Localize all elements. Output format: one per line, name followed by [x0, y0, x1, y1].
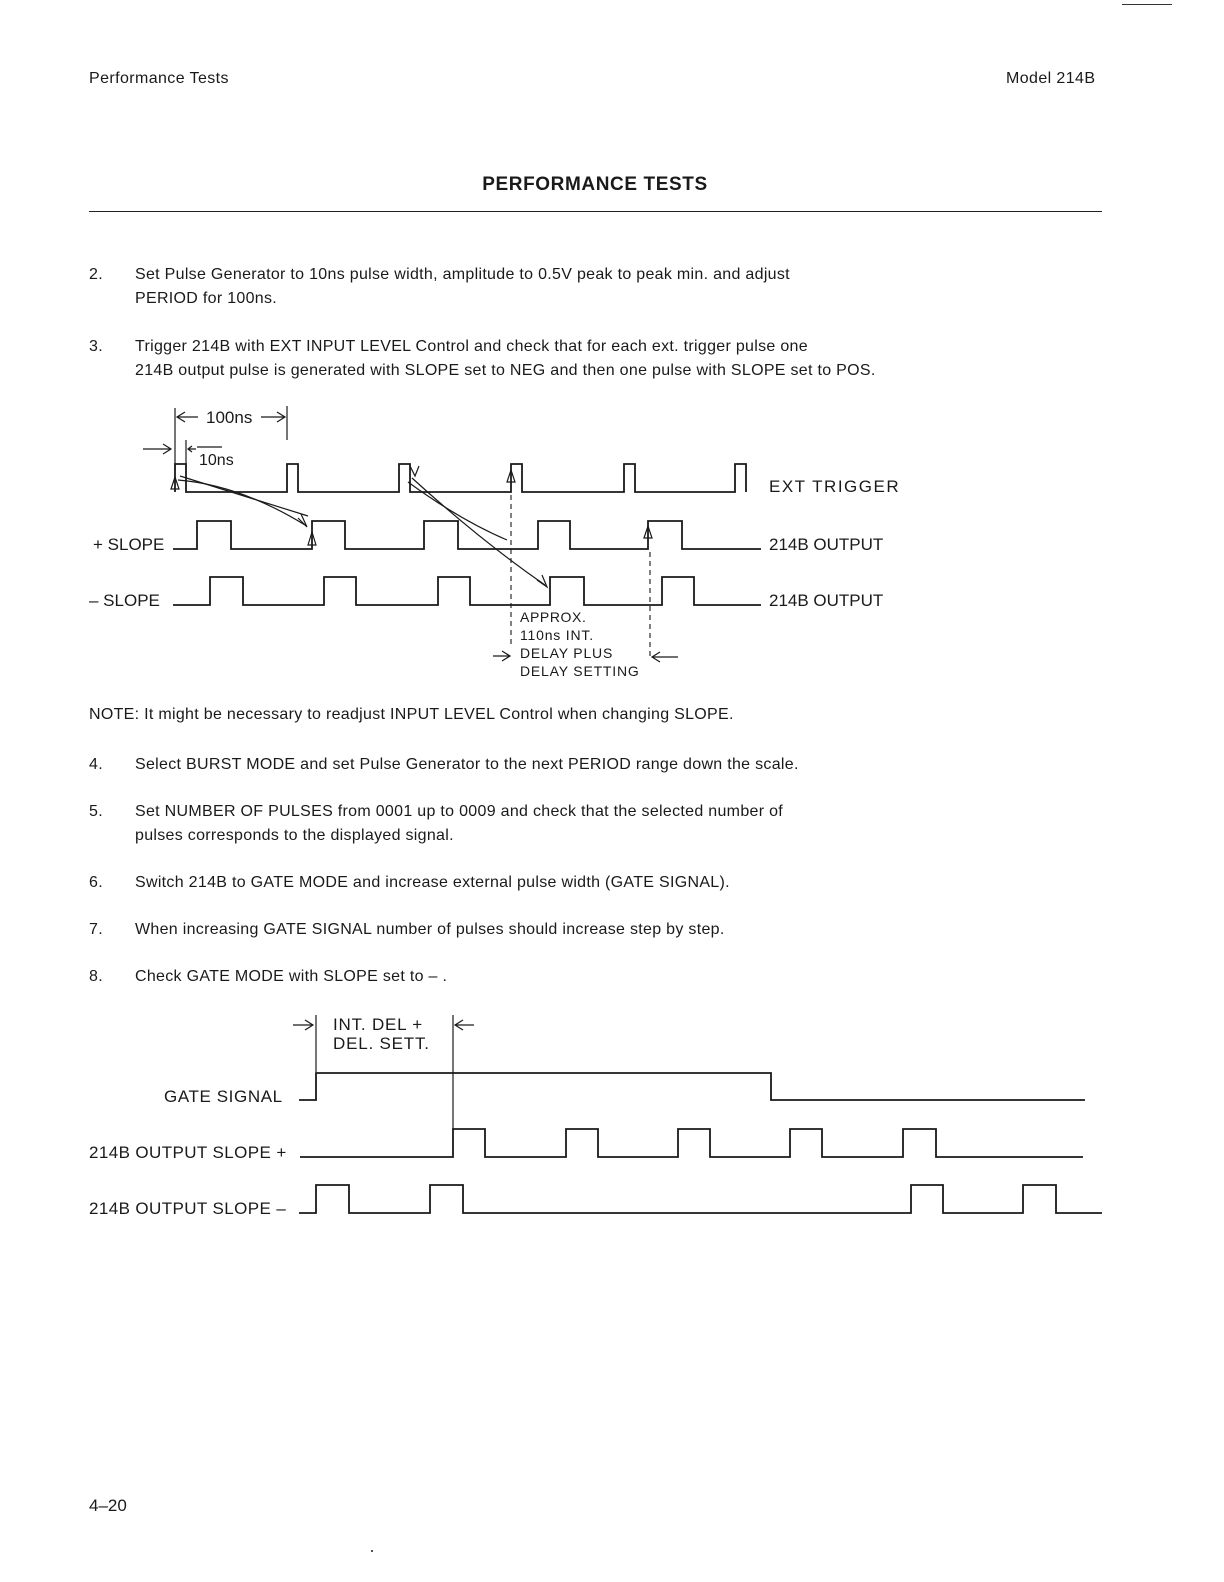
arrow-right-icon: [261, 412, 285, 422]
title-rule: [89, 211, 1102, 212]
output-minus-waveform: [299, 1185, 1102, 1213]
delay-note-line: 110ns INT.: [520, 627, 594, 643]
trigger-arrow-1b: [180, 476, 308, 516]
minus-slope-label: – SLOPE: [89, 591, 160, 610]
corner-mark: [1122, 4, 1172, 5]
output-plus-waveform: [300, 1129, 1083, 1157]
gate-signal-waveform: [299, 1073, 1085, 1100]
page-number: 4–20: [89, 1496, 127, 1515]
trigger-timing-diagram: [0, 395, 1224, 690]
period-label: 100ns: [206, 408, 253, 427]
step-line: Switch 214B to GATE MODE and increase external pulse width (GATE SIGNAL).: [135, 874, 730, 891]
step-line: 214B output pulse is generated with SLOPE set to NEG and then one pulse with SLOPE set to POS.: [135, 362, 876, 379]
note-text: NOTE: It might be necessary to readjust INPUT LEVEL Control when changing SLOPE.: [89, 706, 734, 723]
step-number: 8.: [89, 968, 103, 985]
arrow-left-icon: [652, 652, 678, 662]
minus-slope-waveform: [173, 577, 761, 605]
step-line: pulses corresponds to the displayed signal.: [135, 827, 454, 844]
arrow-head-icon: [410, 466, 419, 476]
arrow-right-icon: [143, 444, 171, 454]
delay-note-line: APPROX.: [520, 609, 587, 625]
arrow-left-icon: [177, 412, 198, 422]
trigger-arrow-2: [412, 478, 545, 585]
step-line: Select BURST MODE and set Pulse Generator to the next PERIOD range down the scale.: [135, 756, 799, 773]
step-number: 4.: [89, 756, 103, 773]
step-line: Set Pulse Generator to 10ns pulse width, amplitude to 0.5V peak to peak min. and adjust: [135, 266, 790, 283]
delay-note-line: DELAY PLUS: [520, 645, 614, 661]
arrow-head-icon: [537, 575, 547, 587]
width-label: 10ns: [199, 452, 234, 469]
gate-mode-timing-diagram: [0, 1005, 1224, 1230]
ext-trigger-waveform: [175, 464, 746, 492]
page-title: PERFORMANCE TESTS: [482, 174, 708, 195]
running-header-right: Model 214B: [1006, 70, 1096, 87]
arrow-right-icon: [293, 1020, 313, 1030]
step-number: 5.: [89, 803, 103, 820]
step-number: 7.: [89, 921, 103, 938]
plus-output-label: 214B OUTPUT: [769, 535, 884, 554]
ext-trigger-label: EXT TRIGGER: [769, 477, 901, 496]
step-line: Trigger 214B with EXT INPUT LEVEL Control and check that for each ext. trigger pulse one: [135, 338, 808, 355]
arrow-left-icon: [455, 1020, 474, 1030]
delay-label-line: DEL. SETT.: [333, 1034, 430, 1053]
arrow-left-icon: [188, 446, 196, 452]
step-number: 3.: [89, 338, 103, 355]
delay-label-line: INT. DEL +: [333, 1015, 424, 1034]
speck: [371, 1550, 373, 1552]
gate-signal-label: GATE SIGNAL: [164, 1087, 283, 1106]
trigger-arrow-1: [178, 480, 305, 525]
plus-slope-label: + SLOPE: [93, 535, 165, 554]
output-plus-label: 214B OUTPUT SLOPE +: [89, 1143, 287, 1162]
step-line: When increasing GATE SIGNAL number of pulses should increase step by step.: [135, 921, 725, 938]
delay-note-line: DELAY SETTING: [520, 663, 640, 679]
minus-output-label: 214B OUTPUT: [769, 591, 884, 610]
step-line: Check GATE MODE with SLOPE set to – .: [135, 968, 448, 985]
arrow-head-icon: [298, 514, 307, 527]
output-minus-label: 214B OUTPUT SLOPE –: [89, 1199, 287, 1218]
arrow-right-icon: [493, 651, 510, 661]
step-line: Set NUMBER OF PULSES from 0001 up to 0009 and check that the selected number of: [135, 803, 784, 820]
step-number: 2.: [89, 266, 103, 283]
step-line: PERIOD for 100ns.: [135, 290, 278, 307]
step-number: 6.: [89, 874, 103, 891]
top-edge: [0, 0, 1172, 2]
running-header-left: Performance Tests: [89, 70, 229, 87]
